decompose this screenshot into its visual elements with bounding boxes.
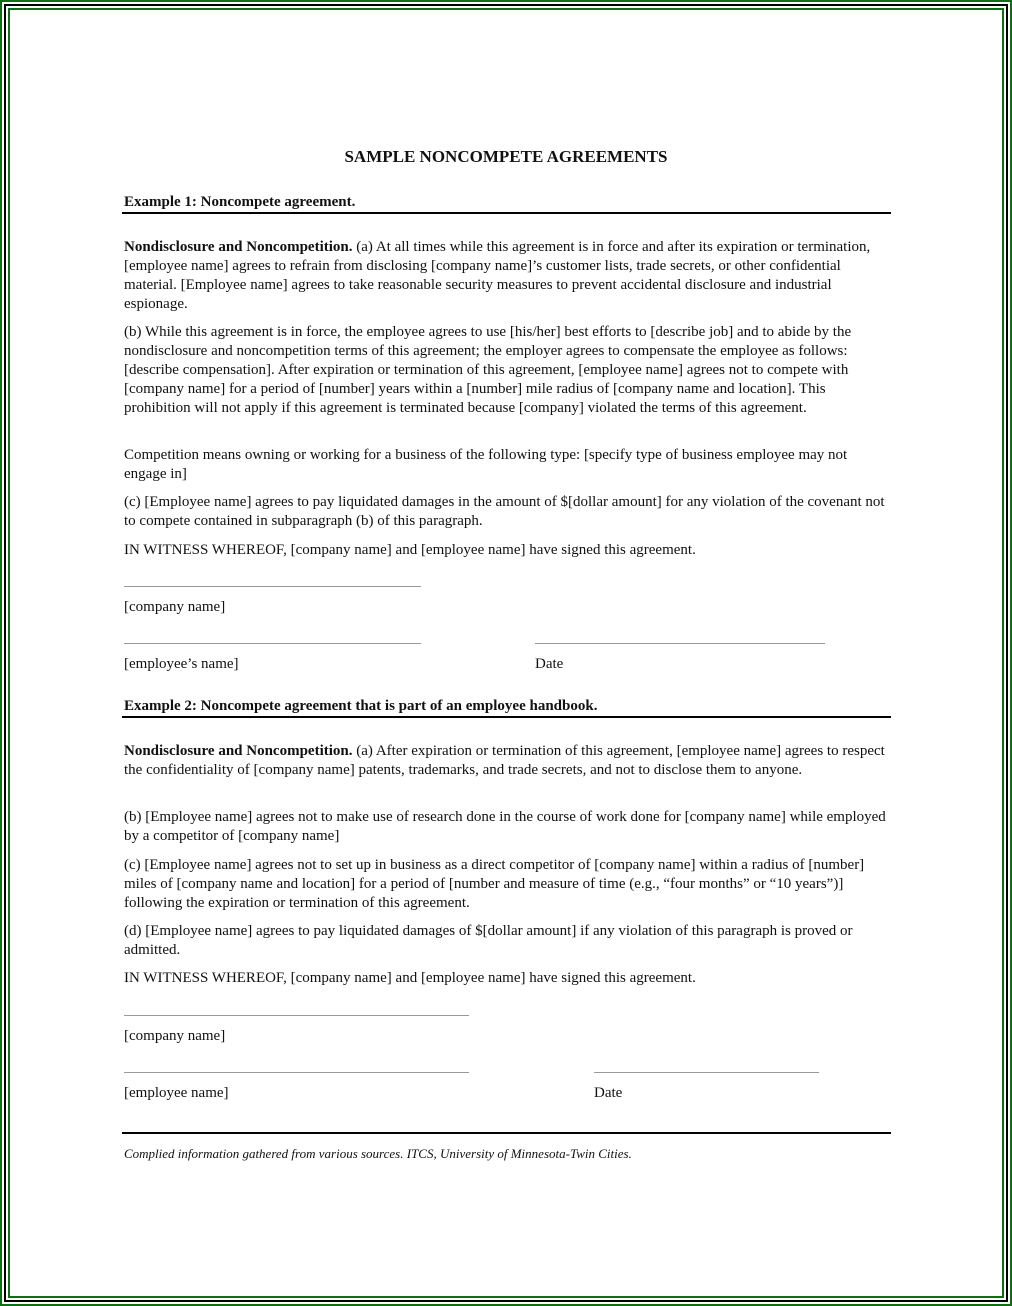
ex1-sig-company: [company name]	[124, 599, 226, 615]
signature-line	[124, 1072, 469, 1073]
ex2-sig-company: [company name]	[124, 1028, 226, 1044]
ex2-paragraph-a: Nondisclosure and Noncompetition. (a) After expiration or termination of this agreement, [employee name] agrees to respect the confidentiality of [company name] patents, trademarks, and trade secrets, and not to disclose them to anyone.	[124, 743, 885, 778]
ex1-witness: IN WITNESS WHEREOF, [company name] and [employee name] have signed this agreement.	[124, 542, 696, 558]
ex2-paragraph-c: (c) [Employee name] agrees not to set up in business as a direct competitor of [company name] within a radius of [number] miles of [company name and location] for a period of [number and measure of time (e.g., “four months” or “10 years”)] following the expiration or termination of this agreement.	[124, 857, 865, 911]
ex2-witness: IN WITNESS WHEREOF, [company name] and [employee name] have signed this agreement.	[124, 970, 696, 986]
ex2-paragraph-d: (d) [Employee name] agrees to pay liquidated damages of $[dollar amount] if any violation of this paragraph is proved or admitted.	[124, 923, 853, 958]
divider	[122, 716, 891, 718]
ex1-sig-date: Date	[535, 656, 564, 672]
ex1-competition-definition: Competition means owning or working for a business of the following type: [specify type of business employee may not engage in]	[124, 447, 848, 482]
footer-note: Complied information gathered from various sources. ITCS, University of Minnesota-Twin Cities.	[124, 1146, 632, 1161]
ex1-paragraph-a: Nondisclosure and Noncompetition. (a) At all times while this agreement is in force and after its expiration or termination, [employee name] agrees to refrain from disclosing [company name]’s customer lists, trade secrets, or other confidential material. [Employee name] agrees to take reasonable security measures to prevent accidental disclosure and industrial espionage.	[124, 239, 871, 312]
ex2-sig-date: Date	[594, 1085, 623, 1101]
example-1-heading: Example 1: Noncompete agreement.	[124, 194, 356, 210]
footer-divider	[122, 1132, 891, 1134]
ex2-paragraph-b: (b) [Employee name] agrees not to make use of research done in the course of work done for [company name] while employed by a competitor of [company name]	[124, 809, 886, 844]
signature-line	[124, 1015, 469, 1016]
signature-line	[124, 586, 421, 587]
example-2-heading: Example 2: Noncompete agreement that is part of an employee handbook.	[124, 698, 598, 714]
date-line	[594, 1072, 819, 1073]
divider	[122, 212, 891, 214]
ex1-paragraph-c: (c) [Employee name] agrees to pay liquidated damages in the amount of $[dollar amount] for any violation of the covenant not to compete contained in subparagraph (b) of this paragraph.	[124, 494, 885, 529]
date-line	[535, 643, 825, 644]
ex1-paragraph-b: (b) While this agreement is in force, the employee agrees to use [his/her] best efforts to [describe job] and to abide by the nondisclosure and noncompetition terms of this agreement; the employer agrees to compensate the employee as follows: [describe compensation]. After expiration or termination of this agreement, [employee name] agrees not to compete with [company name] for a period of [number] years within a [number] mile radius of [company name and location]. This prohibition will not apply if this agreement is terminated because [company] violated the terms of this agreement.	[124, 324, 852, 416]
ex2-sig-employee: [employee name]	[124, 1085, 229, 1101]
document-title: SAMPLE NONCOMPETE AGREEMENTS	[344, 147, 668, 166]
ex1-sig-employee: [employee’s name]	[124, 656, 239, 672]
signature-line	[124, 643, 421, 644]
